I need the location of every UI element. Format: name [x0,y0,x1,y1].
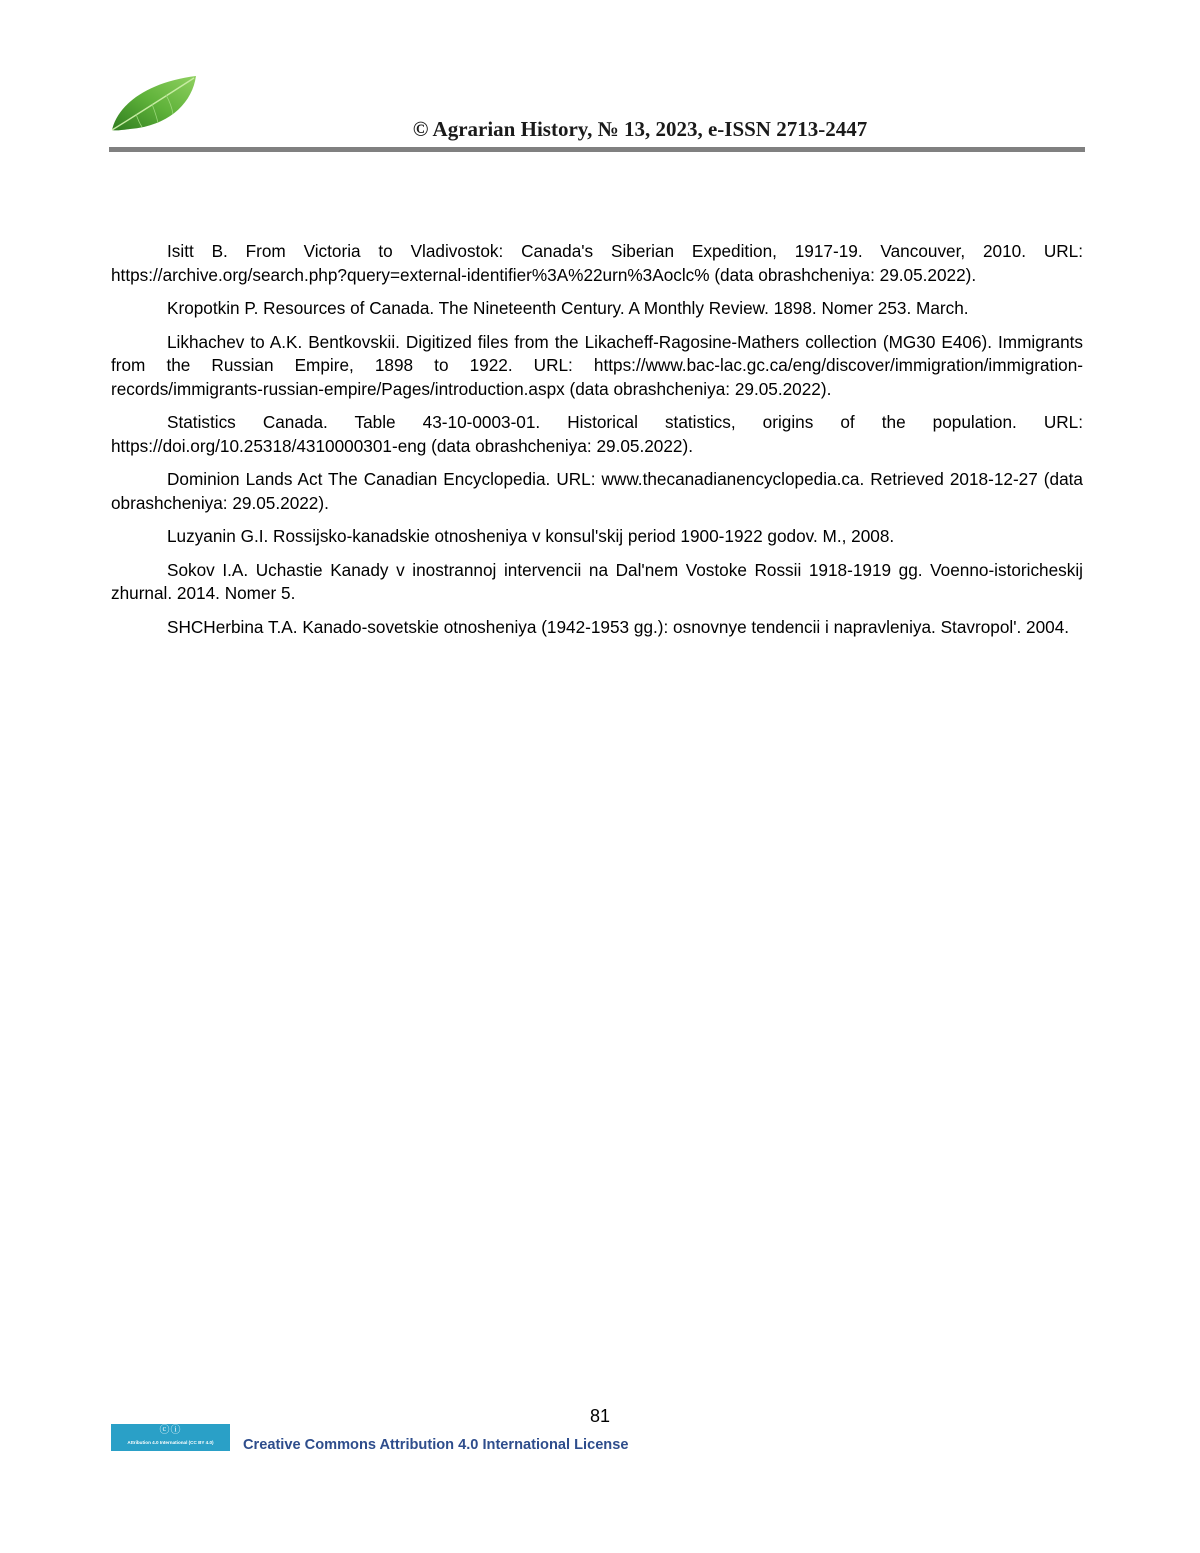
cc-license-badge[interactable] [111,1424,230,1451]
reference-item [111,559,1083,606]
reference-item [111,525,1083,549]
page-number: 81 [589,1406,611,1426]
reference-text: Statistics Canada. Table 43-10-0003-01. Historical statistics, origins of the population. URL: [167,412,1083,432]
reference-text: Kropotkin P. Resources of Canada. The Nineteenth Century. A Monthly Review. 1898. Nomer 253. March. [167,298,969,318]
reference-text: . Retrieved 2018-12-27 (data obrashcheniya: 29.05.2022). [111,469,1083,513]
reference-text: (data obrashcheniya: 29.05.2022). [426,435,693,456]
reference-text: (data obrashcheniya: 29.05.2022). [564,378,832,399]
reference-list [111,240,1083,649]
license-link[interactable]: Creative Commons Attribution 4.0 International License [243,1437,629,1453]
reference-text: Dominion Lands Act The Canadian Encyclopedia. URL: [167,469,602,489]
reference-text: https://www.bac-lac.gc.ca/eng/discover/immigration/immigration-records/immigrants-russian-empire/Pages/introduction.aspx [111,355,1083,399]
reference-text: Sokov I.A. Uchastie Kanady v inostrannoj intervencii na Dal'nem Vostoke Rossii 1918-1919 gg. Voenno-istoricheskij zhurnal. 2014. Nomer 5. [111,559,1083,603]
reference-text: https://archive.org/search.php?query=external-identifier%3A%22urn%3Aoclc% [111,264,710,285]
header-rule [109,147,1085,152]
reference-item [111,411,1083,458]
cc-by-icon: ⓒⓘ [159,1425,182,1436]
reference-text: Likhachev to A.K. Bentkovskii. Digitized files from the Likacheff-Ragosine-Mathers collection (MG30 E406). Immigrants from the Russian Empire, 1898 to 1922. URL: [111,331,1083,375]
reference-text: Luzyanin G.I. Rossijsko-kanadskie otnosheniya v konsul'skij period 1900-1922 godov. M., 2008. [167,526,895,546]
reference-item [111,468,1083,515]
reference-item [111,616,1083,640]
reference-item [111,331,1083,402]
leaf-icon [108,74,200,134]
reference-text: Isitt B. From Victoria to Vladivostok: Canada's Siberian Expedition, 1917-19. Vancouver, 2010. URL: [167,241,1083,261]
reference-text: SHCHerbina T.A. Kanado-sovetskie otnosheniya (1942-1953 gg.): osnovnye tendencii i napravleniya. Stavropol'. 2004. [167,616,1070,637]
reference-item [111,240,1083,287]
reference-text: www.thecanadianencyclopedia.ca [601,469,860,489]
journal-title: © Agrarian History, № 13, 2023, e-ISSN 2713-2447 [412,117,868,141]
reference-text: https://doi.org/10.25318/4310000301-eng [111,435,427,456]
reference-text: (data obrashcheniya: 29.05.2022). [709,264,977,285]
cc-badge-text: Attribution 4.0 International (CC BY 4.0) [127,1440,214,1445]
reference-item [111,297,1083,321]
